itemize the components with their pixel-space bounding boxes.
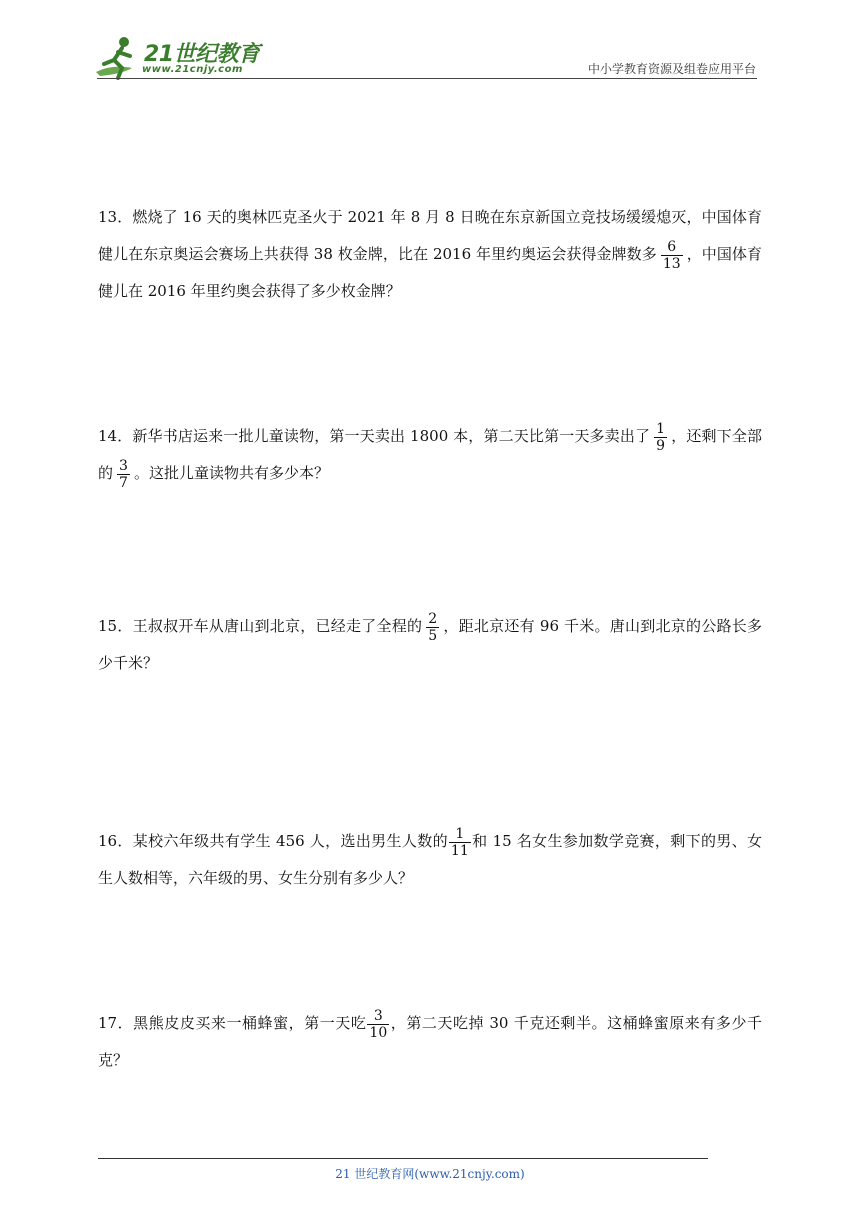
fraction: $\frac{1}{11}$ bbox=[450, 825, 469, 859]
problem-text: 17．黑熊皮皮买来一桶蜂蜜，第一天吃 bbox=[98, 1014, 367, 1032]
fraction: $\frac{1}{9}$ bbox=[656, 420, 666, 454]
logo-url: www.21cnjy.com bbox=[142, 64, 243, 75]
problem-text: 16．某校六年级共有学生 456 人，选出男生人数的 bbox=[98, 832, 448, 850]
problem-16 bbox=[98, 823, 762, 897]
page-header bbox=[0, 0, 860, 90]
problem-text: 和 15 名女生参加数学竞赛，剩下的男、女生人数相等，六年级的男、女生分别有多少人？ bbox=[98, 832, 762, 887]
header-divider bbox=[97, 78, 757, 79]
fraction: $\frac{2}{5}$ bbox=[428, 610, 438, 644]
fraction: $\frac{3}{10}$ bbox=[369, 1007, 388, 1041]
problem-14 bbox=[98, 418, 762, 492]
problem-text: ，第二天吃掉 30 千克还剩半。这桶蜂蜜原来有多少千克？ bbox=[98, 1014, 762, 1069]
footer-link[interactable]: 21 世纪教育网(www.21cnjy.com) bbox=[335, 1167, 525, 1181]
problem-13 bbox=[98, 199, 762, 310]
problem-text: 13．燃烧了 16 天的奥林匹克圣火于 2021 年 8 月 8 日晚在东京新国立竞技场缓缓熄灭，中国体育健儿在东京奥运会赛场上共获得 38 枚金牌，比在 2016 年里约奥运会获得金牌数多 bbox=[98, 208, 762, 263]
site-logo[interactable] bbox=[92, 34, 262, 82]
problem-17 bbox=[98, 1005, 762, 1079]
problem-text: ，距北京还有 96 千米。唐山到北京的公路长多少千米？ bbox=[98, 617, 762, 672]
problem-text: 。这批儿童读物共有多少本？ bbox=[133, 464, 329, 482]
fraction: $\frac{6}{13}$ bbox=[662, 238, 681, 272]
problem-text: ，中国体育健儿在 2016 年里约奥会获得了多少枚金牌？ bbox=[98, 245, 762, 300]
footer-divider bbox=[98, 1158, 708, 1159]
problem-text: 15．王叔叔开车从唐山到北京，已经走了全程的 bbox=[98, 617, 423, 635]
header-tagline: 中小学教育资源及组卷应用平台 bbox=[587, 62, 756, 76]
logo-text: 21世纪教育 bbox=[144, 42, 260, 67]
problem-15 bbox=[98, 608, 762, 682]
problem-text: 14．新华书店运来一批儿童读物，第一天卖出 1800 本，第二天比第一天多卖出了 bbox=[98, 427, 651, 445]
fraction: $\frac{3}{7}$ bbox=[119, 457, 128, 491]
problem-text: ，还剩下全部的 bbox=[98, 427, 762, 482]
